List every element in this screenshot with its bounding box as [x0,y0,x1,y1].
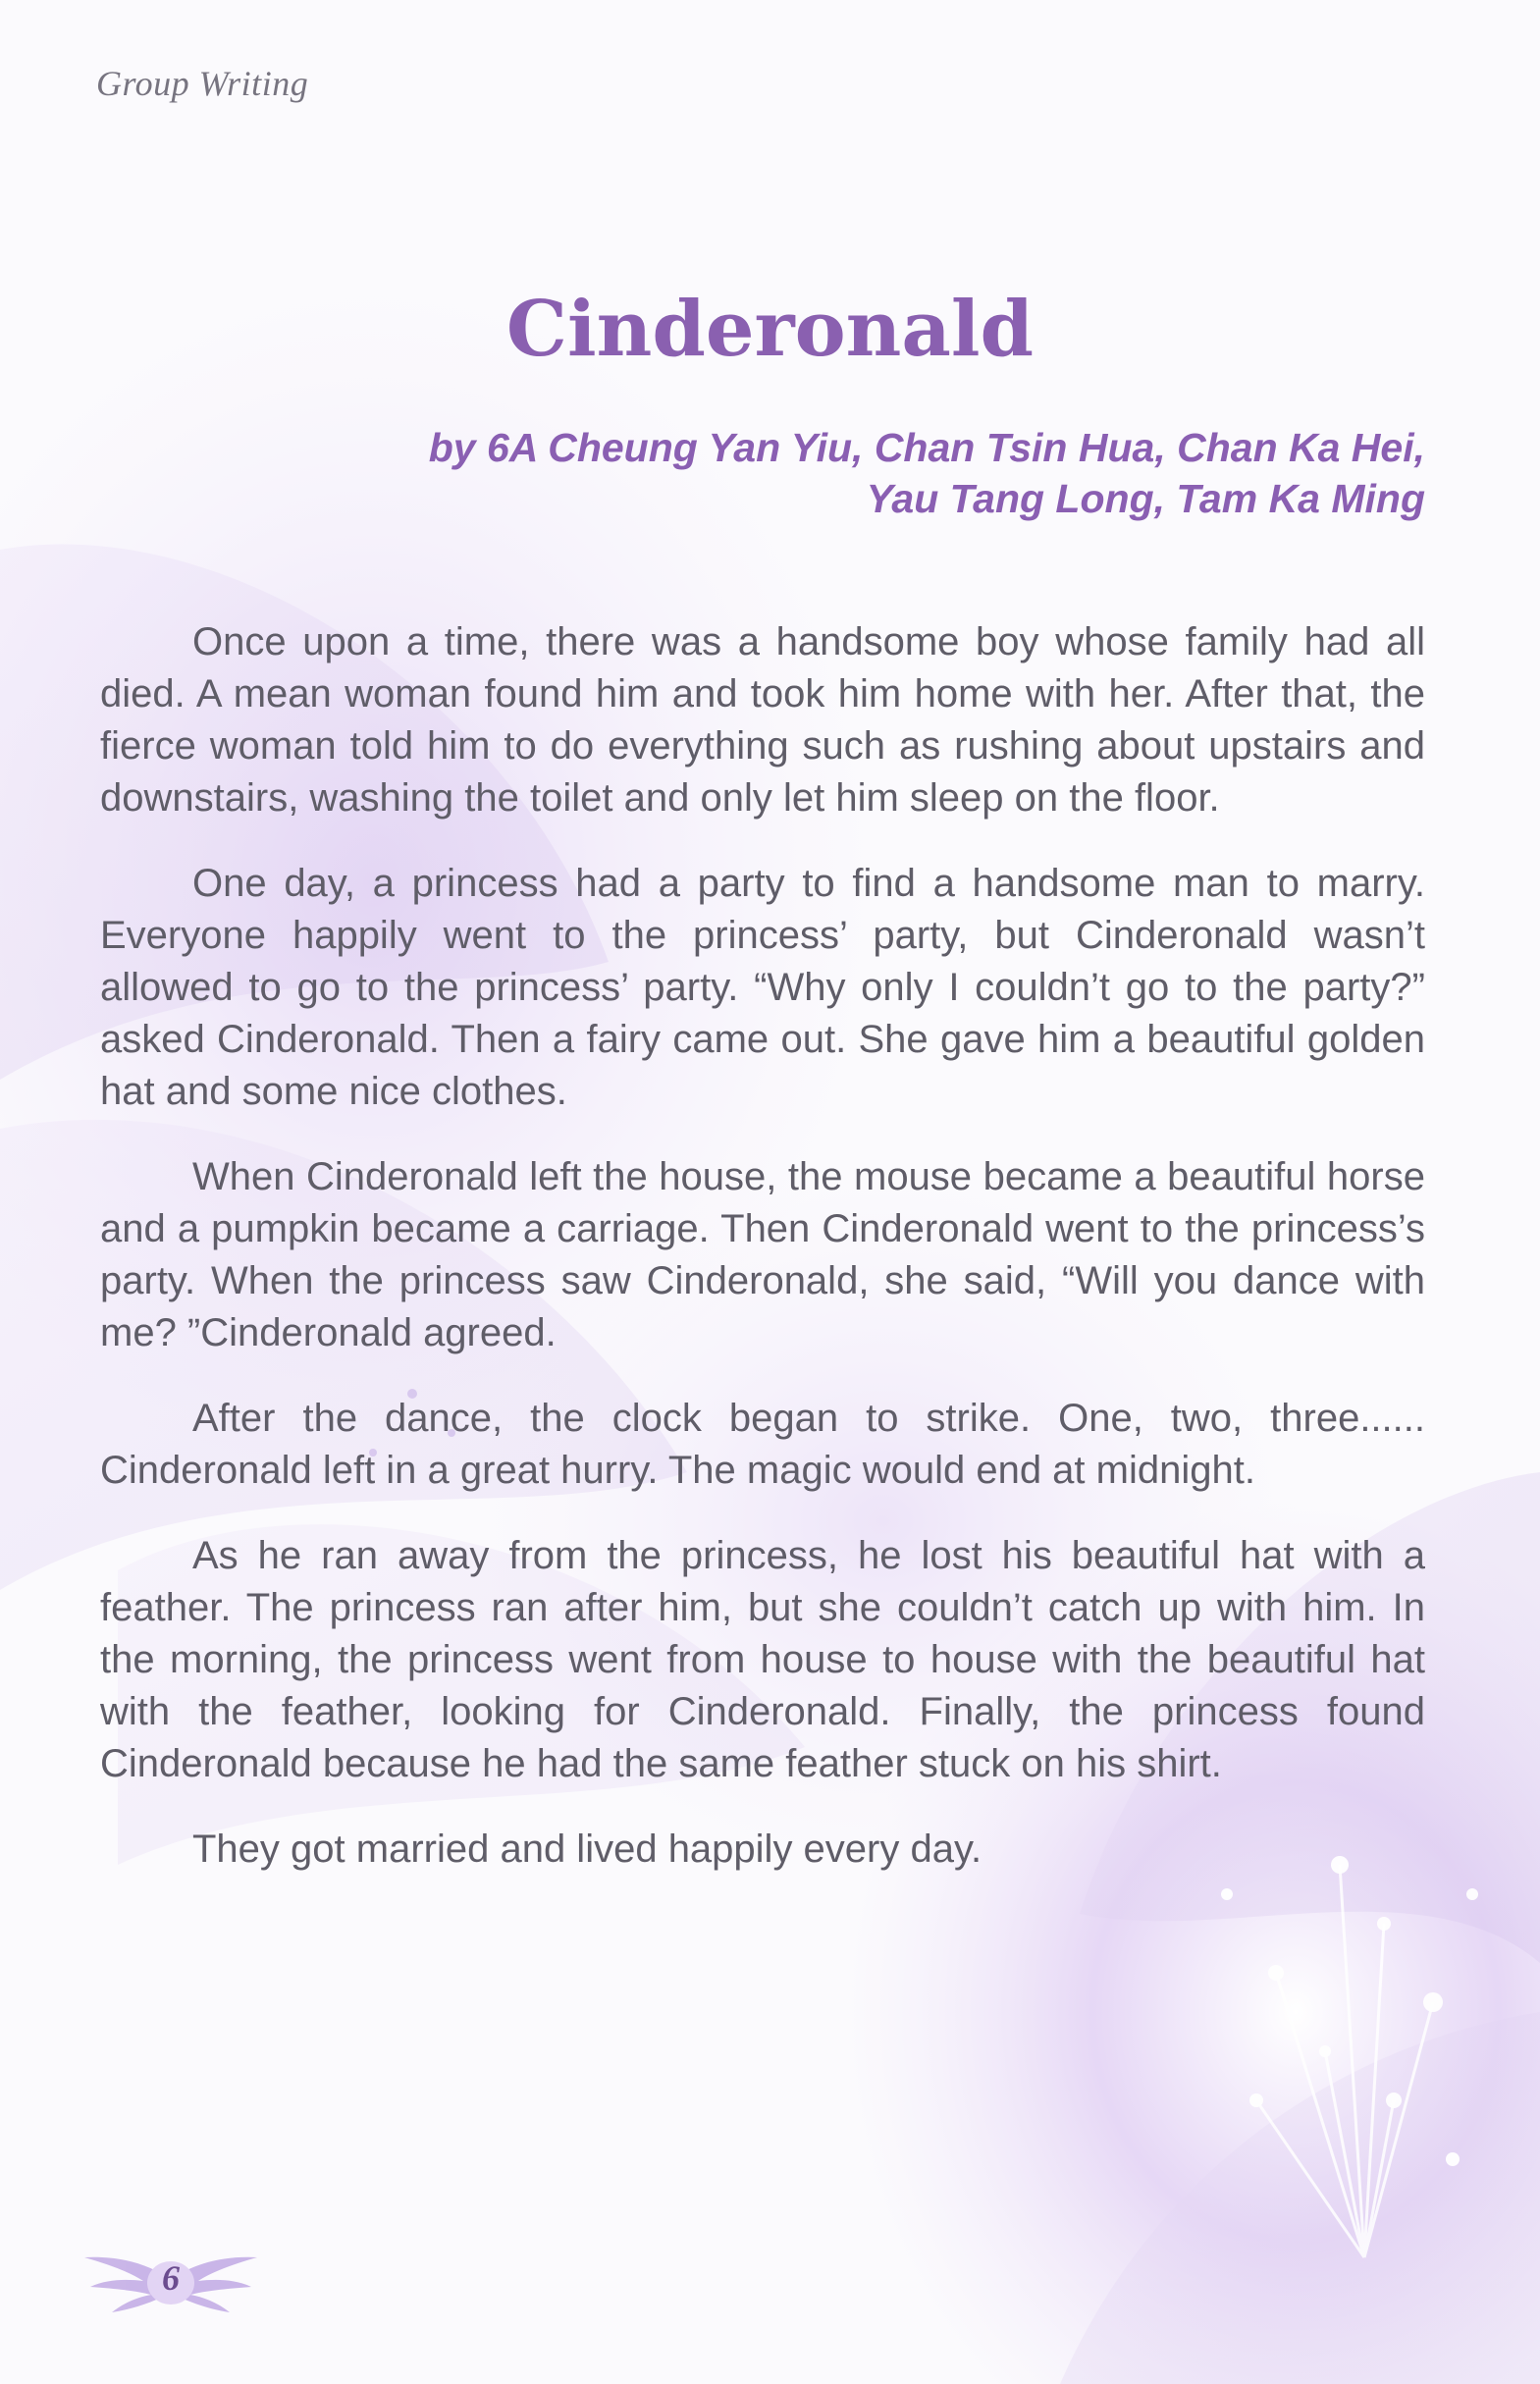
byline-authors-line-1: by 6A Cheung Yan Yiu, Chan Tsin Hua, Chan Ka Hei, [428,425,1425,470]
story-body [100,616,1425,1909]
story-paragraph: Once upon a time, there was a handsome boy whose family had all died. A mean woman found him and took him home with her. After that, the fierce woman told him to do everything such as rushing about upstairs and downstairs, washing the toilet and only let him sleep on the floor. [100,620,1425,820]
byline [345,422,1425,524]
story-paragraph: When Cinderonald left the house, the mouse became a beautiful horse and a pumpkin became a carriage. Then Cinderonald went to the princess’s party. When the princess saw Cinderonald, she said, “Will you dance with me? ”Cinderonald agreed. [100,1155,1425,1354]
byline-authors-line-2: Yau Tang Long, Tam Ka Ming [866,476,1425,521]
story-paragraph: After the dance, the clock began to strike. One, two, three...... Cinderonald left in a great hurry. The magic would end at midnight. [100,1397,1425,1492]
page-number: 6 [162,2258,180,2298]
story-paragraph: As he ran away from the princess, he lost his beautiful hat with a feather. The princess ran after him, but she couldn’t catch up with him. In the morning, the princess went from house to house with the beautiful hat with the feather, looking for Cinderonald. Finally, the princess found Cinderonald because he had the same feather stuck on his shirt. [100,1534,1425,1785]
story-paragraph: One day, a princess had a party to find a handsome man to marry. Everyone happily went to the princess’ party, but Cinderonald wasn’t allowed to go to the princess’ party. “Why only I couldn’t go to the party?” asked Cinderonald. Then a fairy came out. She gave him a beautiful golden hat and some nice clothes. [100,862,1425,1113]
section-label: Group Writing [96,64,309,103]
story-paragraph: They got married and lived happily every day. [192,1828,982,1871]
page-title: Cinderonald [505,285,1035,375]
page-number-badge [82,2236,259,2324]
